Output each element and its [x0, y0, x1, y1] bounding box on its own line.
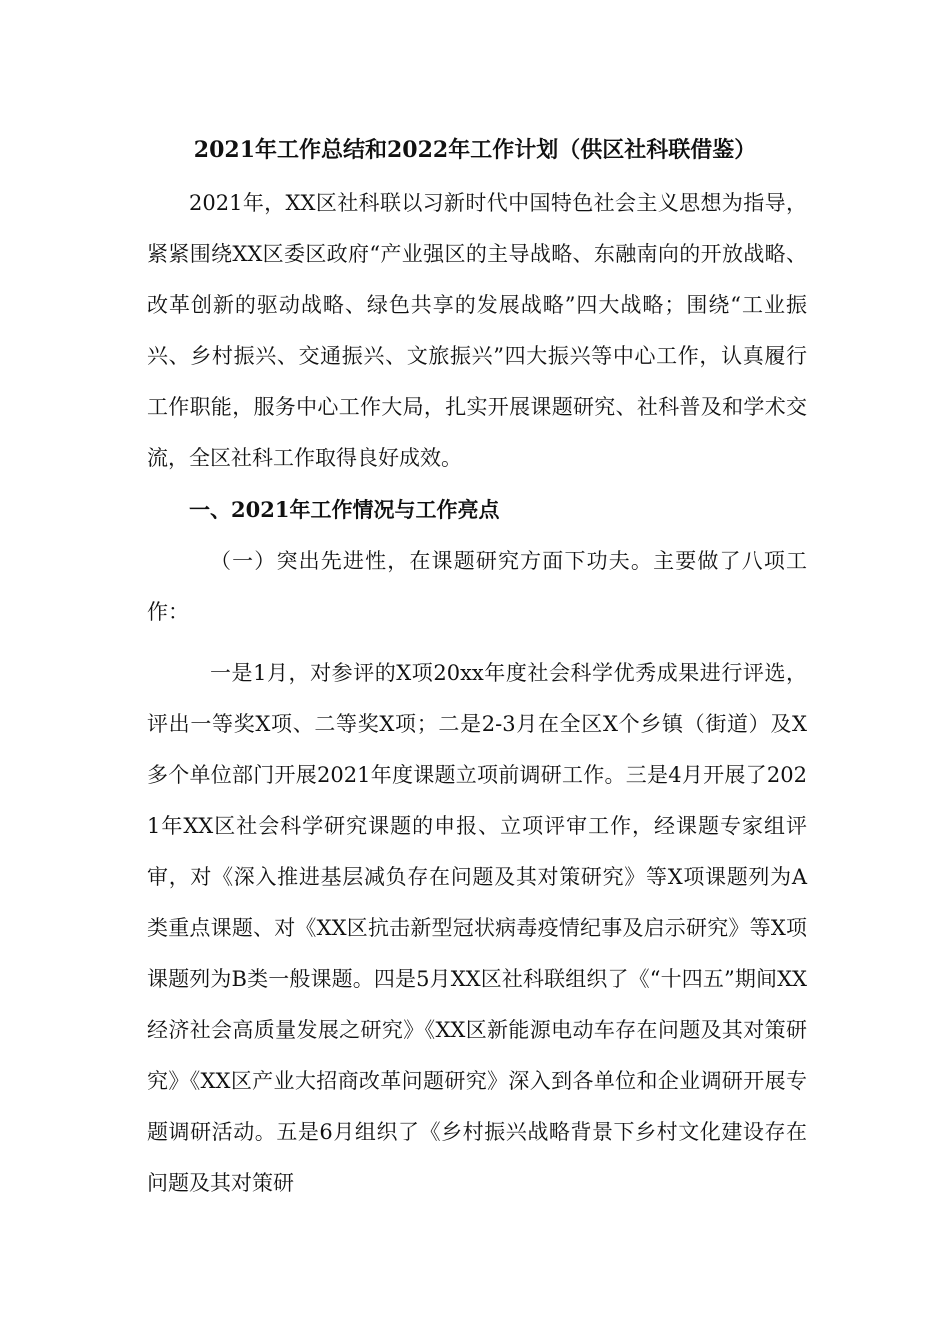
- section-heading: 一、2021年工作情况与工作亮点: [189, 497, 500, 522]
- intro-paragraph: 2021年，XX区社科联以习新时代中国特色社会主义思想为指导，紧紧围绕XX区委区政府“产业强区的主导战略、东融南向的开放战略、改革创新的驱动战略、绿色共享的发展战略”四大战略；围绕“工业振兴、乡村振兴、交通振兴、文旅振兴”四大振兴等中心工作，认真履行工作职能，服务中心工作大局，扎实开展课题研究、社科普及和学术交流，全区社科工作取得良好成效。: [147, 191, 807, 470]
- document-title: 2021年工作总结和2022年工作计划（供区社科联借鉴）: [193, 137, 757, 163]
- body-paragraph: 一是1月，对参评的X项20xx年度社会科学优秀成果进行评选，评出一等奖X项、二等奖X项；二是2-3月在全区X个乡镇（街道）及X多个单位部门开展2021年度课题立项前调研工作。三是4月开展了2021年XX区社会科学研究课题的申报、立项评审工作，经课题专家组评审，对《深入推进基层减负存在问题及其对策研究》等X项课题列为A类重点课题、对《XX区抗击新型冠状病毒疫情纪事及启示研究》等X项课题列为B类一般课题。四是5月XX区社科联组织了《“十四五”期间XX经济社会高质量发展之研究》《XX区新能源电动车存在问题及其对策研究》《XX区产业大招商改革问题研究》深入到各单位和企业调研开展专题调研活动。五是6月组织了《乡村振兴战略背景下乡村文化建设存在问题及其对策研: [147, 661, 807, 1195]
- subsection-paragraph: （一）突出先进性，在课题研究方面下功夫。主要做了八项工作：: [147, 549, 807, 624]
